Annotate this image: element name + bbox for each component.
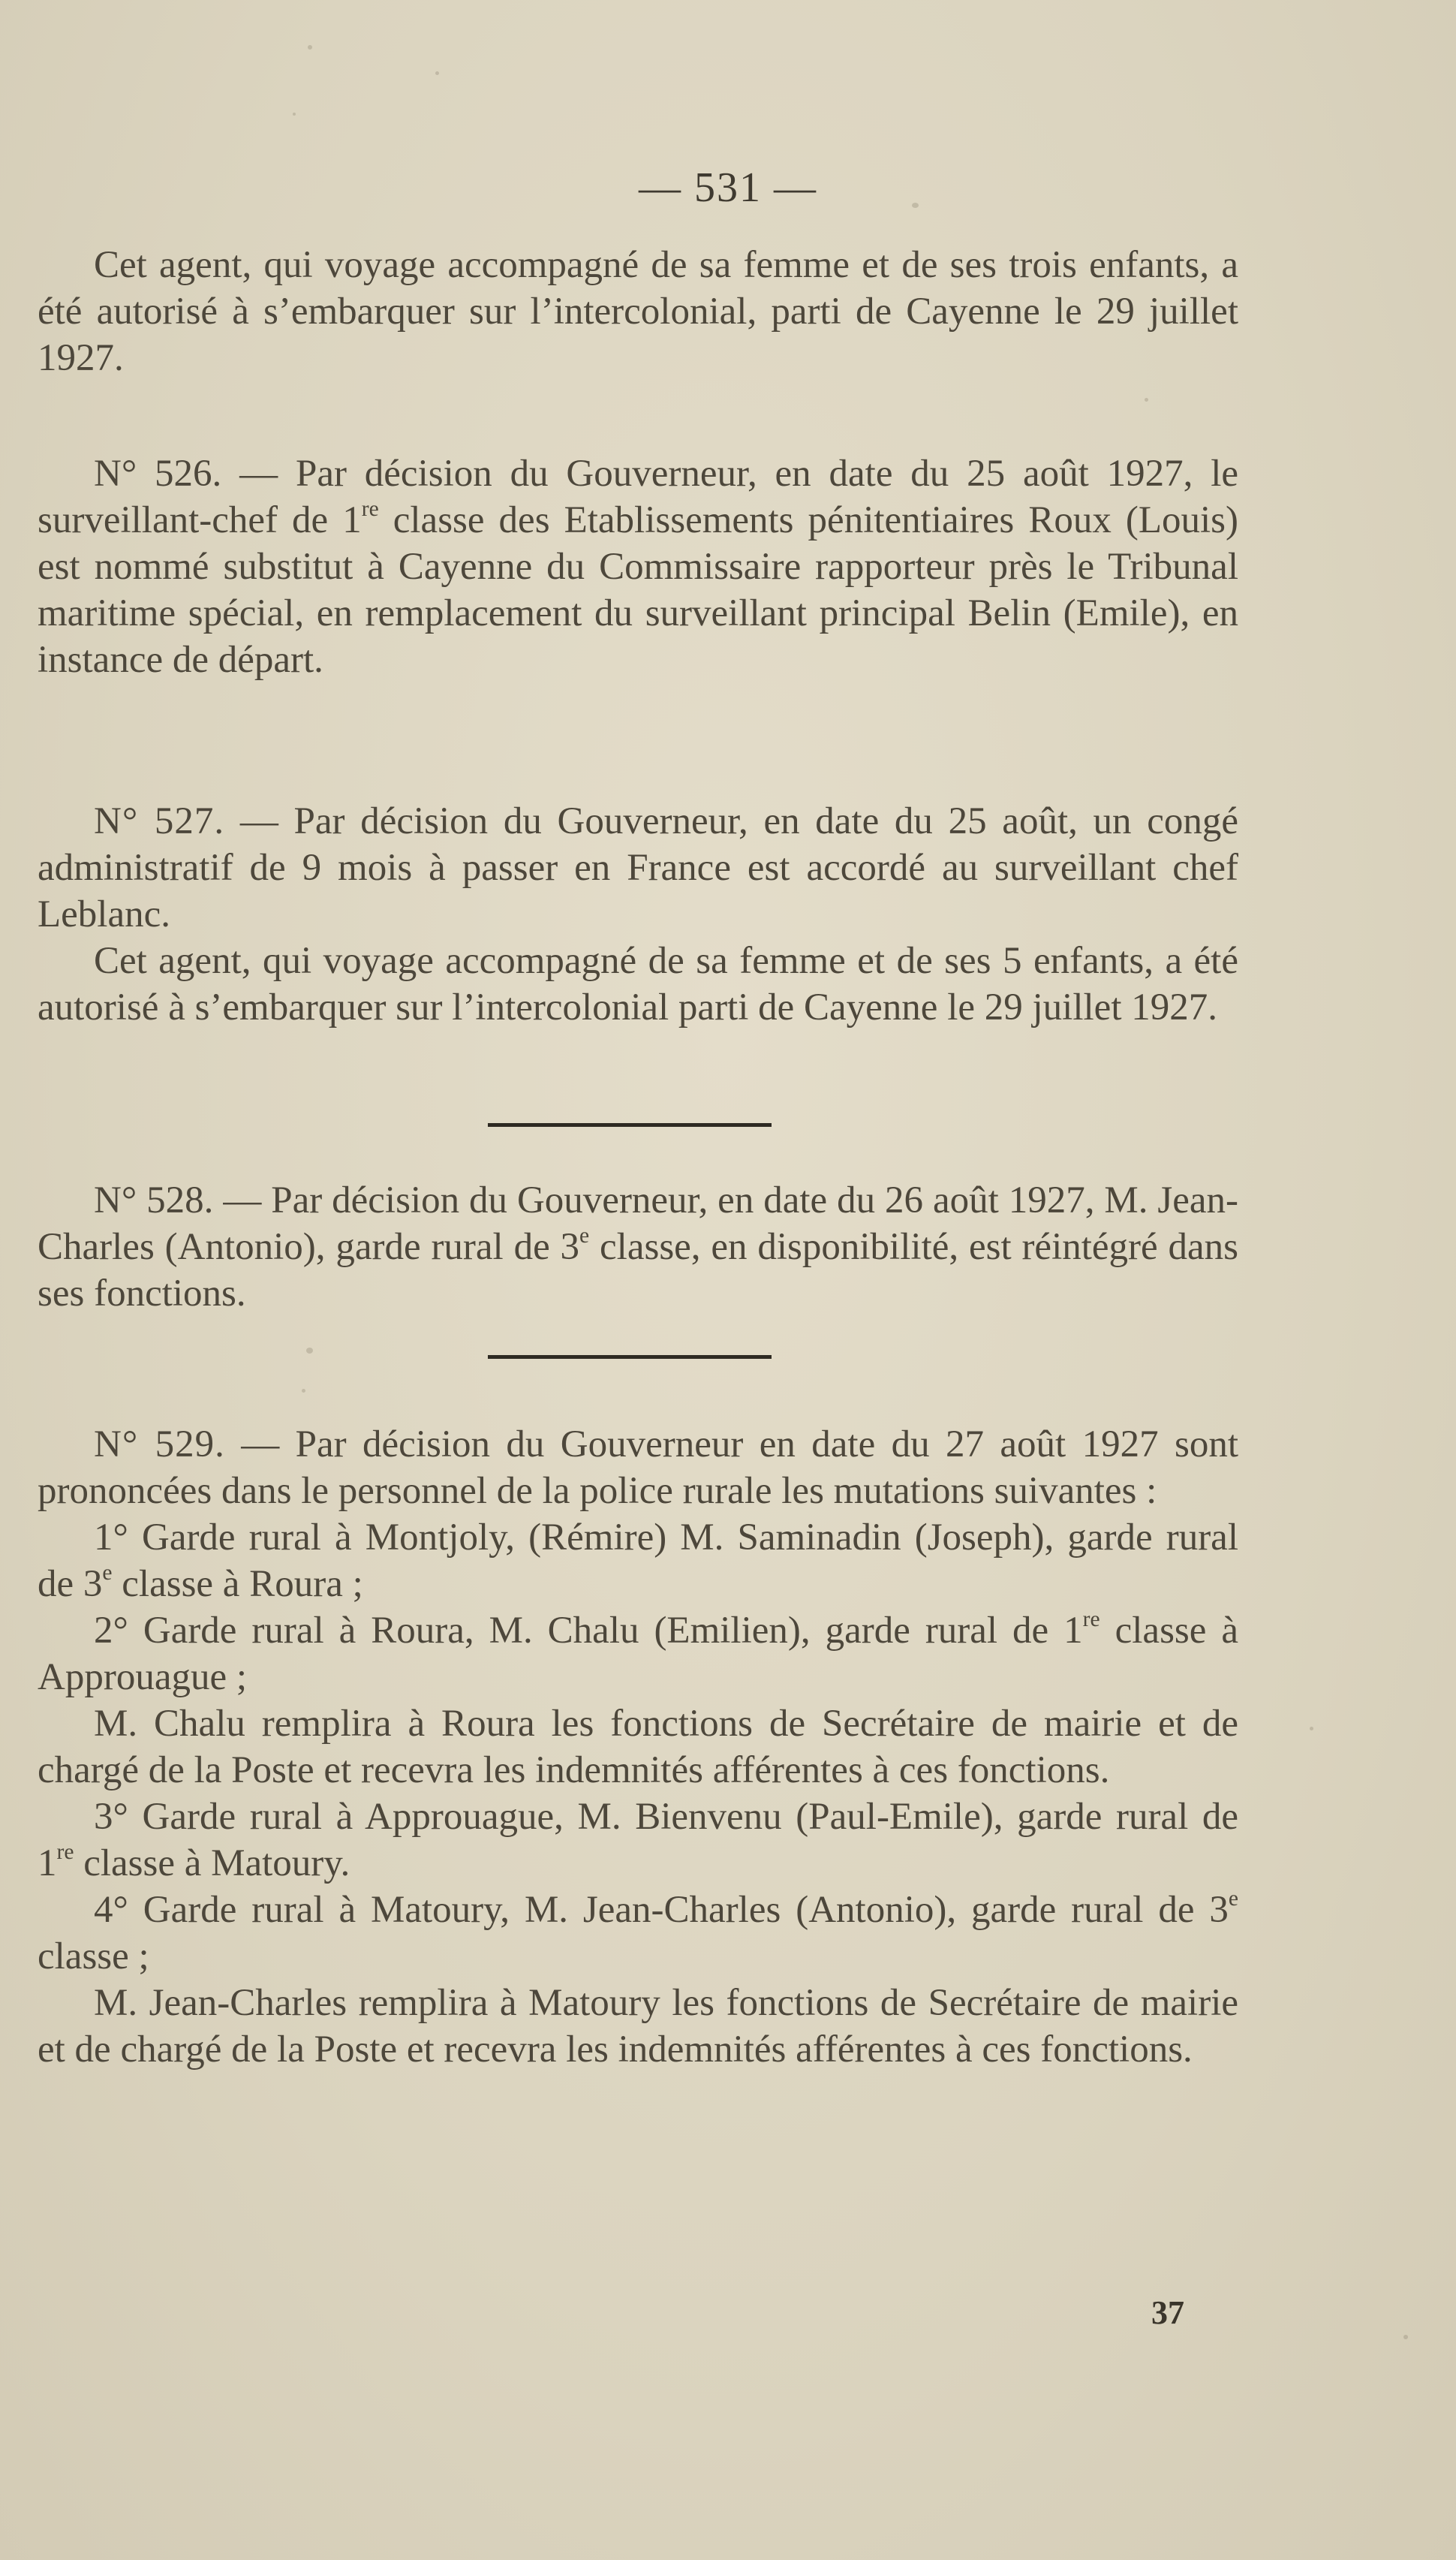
mutation-item-1: 1° Garde rural à Montjoly, (Rémire) M. Saminadin (Joseph), garde rural de 3e classe à Roura ; [38,1516,1238,1605]
decision-527-number: N° 527. [94,800,225,842]
decision-529-paragraph [38,1421,1238,1514]
paper-speck [308,45,312,50]
paper-speck [306,1348,313,1354]
decision-529-text: — Par décision du Gouverneur en date du 27 août 1927 sont prononcées dans le personnel de la police rurale les mutations suivantes : [38,1423,1239,1512]
intro-text: Cet agent, qui voyage accompagné de sa femme et de ses trois enfants, a été autorisé à s’embarquer sur l’intercolonial, parti de Cayenne le 29 juillet 1927. [38,244,1238,379]
paper-speck [435,71,439,75]
decision-529-number: N° 529. [94,1423,225,1465]
decision-529 [38,1421,1238,2073]
mutation-item-3: 3° Garde rural à Approuague, M. Bienvenu (Paul-Emile), garde rural de 1re classe à Matoury. [38,1796,1238,1884]
paper-speck [1145,398,1148,402]
section-divider [488,1355,772,1359]
sheet-number: 37 [1151,2294,1184,2331]
section-divider [488,1123,772,1127]
mutation-item-2: 2° Garde rural à Roura, M. Chalu (Emilien), garde rural de 1re classe à Approuague ; [38,1607,1238,1698]
decision-528-paragraph: N° 528. — Par décision du Gouverneur, en date du 26 août 1927, M. Jean-Charles (Antonio), garde rural de 3e classe, en disponibilité, est réintégré dans ses fonctions. [38,1179,1238,1315]
decision-527-text: — Par décision du Gouverneur, en date du 25 août, un congé administratif de 9 mois à passer en France est accordé au surveillant chef Leblanc. [38,800,1238,935]
mutation-item-4: 4° Garde rural à Matoury, M. Jean-Charles (Antonio), garde rural de 3e classe ; [38,1886,1238,1977]
paper-speck [293,113,296,116]
decision-527-paragraph-2: Cet agent, qui voyage accompagné de sa femme et de ses 5 enfants, a été autorisé à s’embarquer sur l’intercolonial parti de Cayenne le 29 juillet 1927. [38,940,1238,1029]
decision-526-paragraph: N° 526. — Par décision du Gouverneur, en date du 25 août 1927, le surveillant-chef de 1re classe des Etablissements pénitentiaires Roux (Louis) est nommé substitut à Cayenne du Commissaire rapporteur près le Tribunal maritime spécial, en remplacement du surveillant principal Belin (Emile), en instance de départ. [38,453,1238,681]
decision-527 [38,798,1238,1031]
mutation-note-2: M. Chalu remplira à Roura les fonctions de Secrétaire de mairie et de chargé de la Poste et recevra les indemnités afférentes à ces fonctions. [38,1703,1238,1791]
decision-528 [38,1177,1238,1317]
decision-527-paragraph [38,798,1238,938]
paper-speck [1310,1727,1313,1730]
page-header: — 531 — [639,164,817,211]
mutation-note-4: M. Jean-Charles remplira à Matoury les fonctions de Secrétaire de mairie et de chargé de la Poste et recevra les indemnités afférentes à ces fonctions. [38,1982,1238,2071]
intro-paragraph [38,242,1238,381]
paper-speck [302,1389,305,1393]
paper-speck [1403,2335,1408,2339]
decision-526 [38,450,1238,683]
